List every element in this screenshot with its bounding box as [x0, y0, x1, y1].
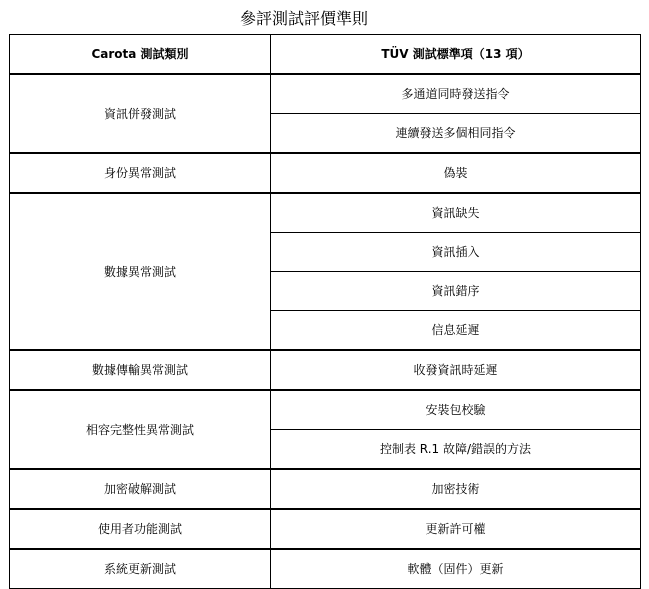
category-cell: 數據異常測試	[10, 193, 271, 350]
standard-cell: 安裝包校驗	[271, 390, 641, 430]
standard-cell: 資訊缺失	[271, 193, 641, 233]
standard-cell: 偽裝	[271, 153, 641, 193]
table-row	[10, 390, 641, 430]
category-cell: 數據傳輸異常測試	[10, 350, 271, 390]
header-standard: TÜV 測試標準項（13 項）	[271, 35, 641, 75]
table-row	[10, 350, 641, 390]
table-row	[10, 193, 641, 233]
page-title: 參評測試評價準則	[239, 9, 368, 28]
category-cell: 加密破解測試	[10, 469, 271, 509]
standard-cell: 軟體（固件）更新	[271, 549, 641, 589]
category-cell: 使用者功能測試	[10, 509, 271, 549]
category-cell: 系統更新測試	[10, 549, 271, 589]
standard-cell: 多通道同時發送指令	[271, 74, 641, 114]
category-cell: 相容完整性異常測試	[10, 390, 271, 469]
standard-cell: 信息延遲	[271, 311, 641, 351]
standard-cell: 更新許可權	[271, 509, 641, 549]
table-row	[10, 549, 641, 589]
table-row	[10, 74, 641, 114]
criteria-table	[9, 34, 641, 589]
table-row	[10, 509, 641, 549]
header-category: Carota 測試類別	[10, 35, 271, 75]
table-row	[10, 469, 641, 509]
standard-cell: 控制表 R.1 故障/錯誤的方法	[271, 430, 641, 470]
standard-cell: 資訊插入	[271, 233, 641, 272]
standard-cell: 連續發送多個相同指令	[271, 114, 641, 154]
table-header-row	[10, 35, 641, 75]
standard-cell: 加密技術	[271, 469, 641, 509]
standard-cell: 資訊錯序	[271, 272, 641, 311]
standard-cell: 收發資訊時延遲	[271, 350, 641, 390]
table-row	[10, 153, 641, 193]
category-cell: 身份異常測試	[10, 153, 271, 193]
category-cell: 資訊併發測試	[10, 74, 271, 153]
